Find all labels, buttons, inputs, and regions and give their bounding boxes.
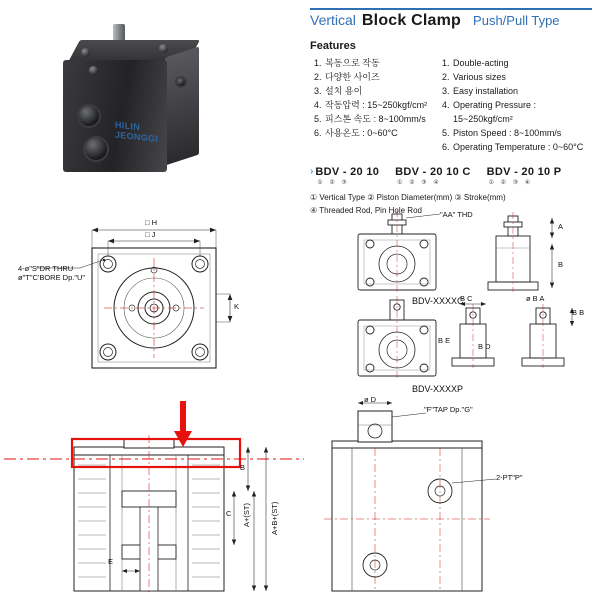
feature-ko-6: 6. 사용온도 : 0~60°C [324, 126, 428, 140]
variant-p-dim-bb: B B [572, 308, 585, 317]
model-code-3-marks: ① ② ③ ④ [488, 180, 533, 186]
variant-drawings [320, 208, 596, 396]
side-hole [177, 78, 185, 86]
port-hole-lower [85, 138, 107, 160]
section-view-right [300, 395, 600, 595]
front-view-note-2: ø"T"C'BORE Dp."U" [18, 273, 86, 282]
feature-en-1: 1. Double-acting [452, 56, 588, 70]
title-type: Push/Pull Type [473, 13, 560, 28]
variant-p-dim-ba: ø B A [526, 294, 545, 303]
feature-en-4: 4. Operating Pressure : 15~250kgf/cm² [452, 98, 588, 126]
feature-ko-1: 1. 복동으로 작동 [324, 56, 428, 70]
model-code-3: BDV - 20 10 P [486, 166, 562, 178]
features-korean [310, 56, 428, 154]
features-heading: Features [310, 40, 356, 52]
variant-c-dim-b: B [558, 260, 564, 269]
model-note-2: ④ Threaded Rod, Pin Hole Rod [310, 206, 422, 215]
cap-screw-1 [81, 48, 90, 57]
variant-p-dim-bc: B C [460, 294, 473, 303]
chevron-right-icon: › [310, 166, 314, 177]
section-right-dim-d: ø D [364, 395, 377, 404]
section-right-tap-note: "F"TAP Dp."G" [424, 405, 473, 414]
section-left-svg [4, 395, 304, 595]
section-view-left [4, 395, 304, 595]
block-side-face [165, 46, 199, 165]
section-left-dim-b: B [240, 463, 246, 472]
dim-k-label: K [234, 302, 240, 311]
variant-c-label: BDV-XXXXC [412, 296, 464, 306]
dim-h-label: □ H [145, 218, 158, 227]
section-right-port-note: 2-PT"P" [496, 473, 523, 482]
dim-j-label: □ J [145, 230, 156, 239]
feature-ko-5: 5. 피스톤 속도 : 8~100mm/s [324, 112, 428, 126]
feature-ko-2: 2. 다양한 사이즈 [324, 70, 428, 84]
variant-p-dim-bd: B D [478, 342, 491, 351]
header-rule [310, 8, 592, 10]
features-columns [310, 56, 592, 154]
front-view-drawing [8, 210, 308, 390]
section-left-dim-ab-st: A+B+(ST) [270, 501, 279, 535]
feature-en-6: 6. Operating Temperature : 0~60°C [452, 140, 588, 154]
brand-logo: HILIN JEONGGI [115, 119, 159, 145]
front-view-svg [8, 210, 308, 390]
feature-en-2: 2. Various sizes [452, 70, 588, 84]
cap-screw-3 [89, 66, 98, 75]
variant-c-thd-label: "AA" THD [440, 210, 473, 219]
product-photo [10, 8, 300, 198]
cap-screw-2 [159, 44, 168, 53]
model-code-2-marks: ① ② ③ ④ [397, 180, 442, 186]
feature-ko-4: 4. 작동압력 : 15~250kgf/cm² [324, 98, 428, 112]
section-left-dim-a-st: A+(ST) [242, 503, 251, 527]
section-left-dim-c: C [226, 509, 232, 518]
feature-ko-3: 3. 설치 용이 [324, 84, 428, 98]
model-code-1: BDV - 20 10 [315, 166, 380, 178]
variant-p-dim-be: B E [438, 336, 451, 345]
model-code-row [310, 166, 592, 186]
model-code-2: BDV - 20 10 C [395, 166, 471, 178]
variant-c-dim-a: A [558, 222, 564, 231]
model-code-1-marks: ① ② ③ [317, 180, 350, 186]
header [310, 12, 592, 217]
title-vertical: Vertical [310, 12, 356, 28]
section-right-svg [300, 395, 600, 595]
title-block-clamp: Block Clamp [361, 12, 462, 29]
front-view-note-1: 4-ø"S"DR THRU [18, 264, 74, 273]
feature-en-3: 3. Easy installation [452, 84, 588, 98]
product-photo-stage [55, 18, 235, 183]
port-hole-upper [79, 106, 99, 126]
variant-p-label: BDV-XXXXP [412, 384, 464, 394]
page-title [310, 12, 592, 30]
model-note-1: ① Vertical Type ② Piston Diameter(mm) ③ Stroke(mm) [310, 193, 506, 202]
feature-en-5: 5. Piston Speed : 8~100mm/s [452, 126, 588, 140]
section-left-dim-e: E [108, 557, 114, 566]
features-english [438, 56, 588, 154]
